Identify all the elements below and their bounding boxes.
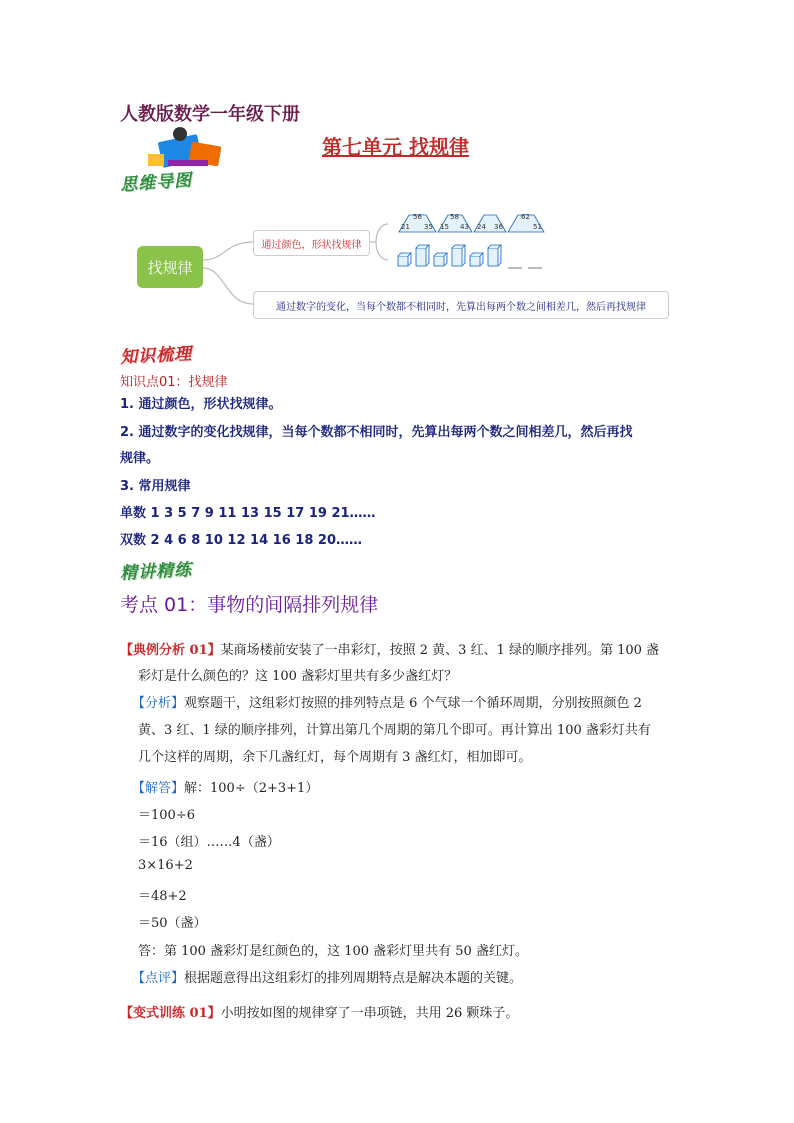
- comment-line: [132, 967, 522, 986]
- knowledge-item-2b: 规律。: [120, 451, 160, 466]
- example-text-2: 彩灯是什么颜色的？这 100 盏彩灯里共有多少盏红灯？: [138, 669, 458, 684]
- knowledge-heading: 知识梳理: [119, 344, 193, 368]
- unit-title: 第七单元 找规律: [322, 135, 469, 159]
- comment-text: 根据题意得出这组彩灯的排列周期特点是解决本题的关键。: [184, 971, 523, 986]
- conclusion: 答：第 100 盏彩灯是红颜色的，这 100 盏彩灯里共有 50 盏红灯。: [138, 944, 528, 959]
- practice-heading: 精讲精练: [119, 560, 193, 584]
- example-tag: 【典例分析 01】: [120, 643, 221, 658]
- book-title: 人教版数学一年级下册: [120, 104, 300, 125]
- variant-tag: 【变式训练 01】: [120, 1006, 221, 1021]
- variant-line: [120, 1002, 518, 1021]
- variant-text: 小明按如图的规律穿了一串项链，共用 26 颗珠子。: [220, 1006, 519, 1021]
- analysis-text-2: 黄、3 红、1 绿的顺序排列，计算出第几个周期的第几个即可。再计算出 100 盏彩灯共有: [138, 723, 651, 738]
- mind-map-root: 找规律: [137, 246, 203, 288]
- analysis-line-1: [132, 692, 642, 711]
- tile-2-right: 43: [460, 223, 469, 231]
- mind-map-branch-color-shape: 通过颜色，形状找规律: [253, 230, 370, 256]
- odd-numbers: 单数 1 3 5 7 9 11 13 15 17 19 21……: [120, 506, 376, 521]
- knowledge-item-2a: 2. 通过数字的变化找规律，当每个数都不相同时，先算出每两个数之间相差几，然后再找: [120, 425, 633, 440]
- tile-4-top: 62: [521, 213, 530, 221]
- example-line-1: [120, 639, 659, 658]
- analysis-text-1: 观察题干，这组彩灯按照的排列特点是 6 个气球一个循环周期，分别按照颜色 2: [184, 696, 642, 711]
- tile-1-right: 35: [424, 223, 433, 231]
- decorative-illustration: [140, 124, 230, 170]
- answer-line-1: [132, 777, 318, 796]
- tile-1-top: 56: [413, 213, 422, 221]
- exam-point-title: 考点 01：事物的间隔排列规律: [120, 594, 379, 616]
- tile-4-right: 51: [533, 223, 542, 231]
- tile-3-right: 36: [494, 223, 503, 231]
- calc-step-3: 3×16+2: [138, 858, 193, 873]
- tile-2-top: 58: [450, 213, 459, 221]
- comment-tag: 【点评】: [132, 971, 185, 986]
- answer-text-1: 解：100÷（2+3+1）: [184, 781, 319, 796]
- knowledge-item-3: 3. 常用规律: [120, 479, 191, 494]
- tile-3-left: 24: [477, 223, 486, 231]
- even-numbers: 双数 2 4 6 8 10 12 14 16 18 20……: [120, 533, 362, 548]
- calc-step-5: ＝50（盏）: [138, 916, 207, 931]
- tile-2-left: 15: [440, 223, 449, 231]
- number-pattern-tiles: [396, 212, 546, 234]
- answer-tag: 【解答】: [132, 781, 185, 796]
- shape-pattern-cubes: [396, 242, 546, 270]
- example-text-1: 某商场楼前安装了一串彩灯，按照 2 黄、3 红、1 绿的顺序排列。第 100 盏: [220, 643, 660, 658]
- knowledge-point-label: 知识点01：找规律: [120, 375, 228, 390]
- analysis-text-3: 几个这样的周期，余下几盏红灯，每个周期有 3 盏红灯，相加即可。: [138, 750, 532, 765]
- analysis-tag: 【分析】: [132, 696, 185, 711]
- calc-step-4: ＝48+2: [138, 889, 187, 904]
- mind-map-branch-numbers: 通过数字的变化，当每个数都不相同时，先算出每两个数之间相差几，然后再找规律: [253, 291, 669, 319]
- calc-step-1: ＝100÷6: [138, 808, 195, 823]
- knowledge-item-1: 1. 通过颜色，形状找规律。: [120, 397, 282, 412]
- mind-map-heading: 思维导图: [119, 170, 193, 196]
- calc-step-2: ＝16（组）……4（盏）: [138, 835, 280, 850]
- tile-1-left: 21: [401, 223, 410, 231]
